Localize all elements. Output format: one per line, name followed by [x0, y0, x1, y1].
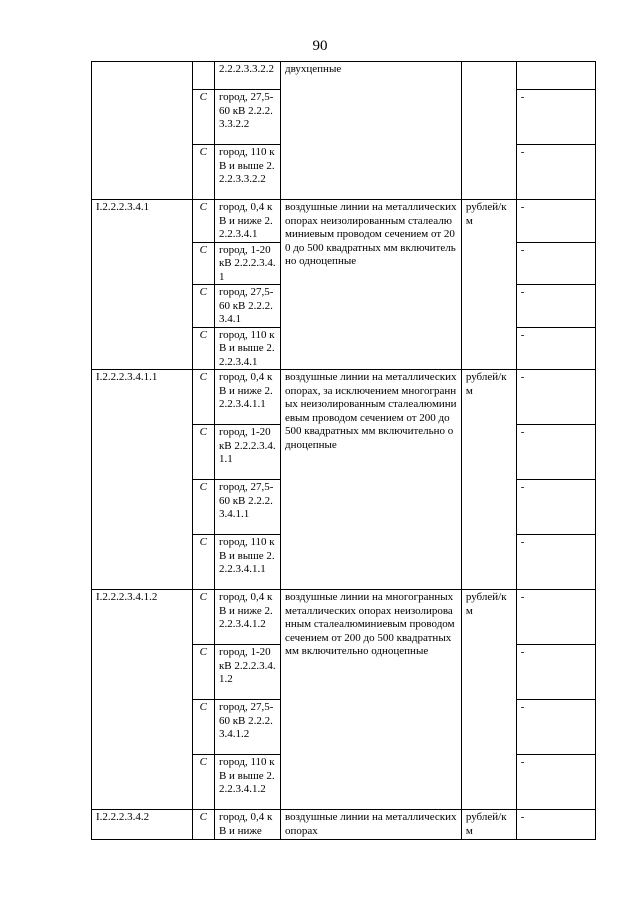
letter-cell: C: [192, 590, 214, 645]
value-cell: -: [516, 327, 595, 370]
voltage-level-cell: город, 0,4 кВ и ниже 2.2.2.3.4.1: [214, 200, 280, 243]
letter-cell: C: [192, 645, 214, 700]
tariff-table: [91, 61, 596, 840]
letter-cell: C: [192, 535, 214, 590]
table-row: [92, 810, 596, 840]
unit-cell: рублей/км: [461, 370, 516, 590]
description-cell: воздушные линии на металлических опорах, за исключением многогранных неизолированным сталеалюминиевым проводом сечением от 200 до 500 квадратных мм включительно одноцепные: [280, 370, 461, 590]
letter-cell: C: [192, 200, 214, 243]
unit-cell: рублей/км: [461, 200, 516, 370]
voltage-level-cell: город, 27,5-60 кВ 2.2.2.3.4.1.2: [214, 700, 280, 755]
letter-cell: C: [192, 700, 214, 755]
voltage-level-cell: город, 110 кВ и выше 2.2.2.3.4.1: [214, 327, 280, 370]
letter-cell: C: [192, 285, 214, 328]
value-cell: -: [516, 810, 595, 840]
voltage-level-cell: город, 0,4 кВ и ниже 2.2.2.3.4.1.2: [214, 590, 280, 645]
value-cell: [516, 62, 595, 90]
letter-cell: C: [192, 242, 214, 285]
code-cell: I.2.2.2.3.4.1.2: [92, 590, 193, 810]
voltage-level-cell: 2.2.2.3.3.2.2: [214, 62, 280, 90]
letter-cell: [192, 62, 214, 90]
description-cell: воздушные линии на металлических опорах неизолированным сталеалюминиевым проводом сечением от 200 до 500 квадратных мм включительно одноцепные: [280, 200, 461, 370]
voltage-level-cell: город, 27,5-60 кВ 2.2.2.3.4.1: [214, 285, 280, 328]
table-row: [92, 62, 596, 90]
letter-cell: C: [192, 90, 214, 145]
unit-cell: рублей/км: [461, 590, 516, 810]
value-cell: -: [516, 145, 595, 200]
value-cell: -: [516, 90, 595, 145]
voltage-level-cell: город, 1-20 кВ 2.2.2.3.4.1.1: [214, 425, 280, 480]
code-cell: I.2.2.2.3.4.1.1: [92, 370, 193, 590]
letter-cell: C: [192, 145, 214, 200]
value-cell: -: [516, 590, 595, 645]
page-number: 90: [312, 38, 328, 54]
value-cell: -: [516, 480, 595, 535]
voltage-level-cell: город, 1-20 кВ 2.2.2.3.4.1: [214, 242, 280, 285]
voltage-level-cell: город, 1-20 кВ 2.2.2.3.4.1.2: [214, 645, 280, 700]
table-row: [92, 370, 596, 425]
voltage-level-cell: город, 0,4 кВ и ниже 2.2.2.3.4.1.1: [214, 370, 280, 425]
table-row: [92, 200, 596, 243]
unit-cell: рублей/км: [461, 810, 516, 840]
value-cell: -: [516, 700, 595, 755]
letter-cell: C: [192, 425, 214, 480]
value-cell: -: [516, 755, 595, 810]
value-cell: -: [516, 200, 595, 243]
code-cell: I.2.2.2.3.4.1: [92, 200, 193, 370]
unit-cell: [461, 62, 516, 200]
code-cell: [92, 62, 193, 200]
letter-cell: C: [192, 810, 214, 840]
letter-cell: C: [192, 480, 214, 535]
value-cell: -: [516, 645, 595, 700]
code-cell: I.2.2.2.3.4.2: [92, 810, 193, 840]
voltage-level-cell: город, 110 кВ и выше 2.2.2.3.4.1.1: [214, 535, 280, 590]
value-cell: -: [516, 242, 595, 285]
description-cell: воздушные линии на многогранных металлических опорах неизолированным сталеалюминиевым проводом сечением от 200 до 500 квадратных мм включительно одноцепные: [280, 590, 461, 810]
voltage-level-cell: город, 110 кВ и выше 2.2.2.3.3.2.2: [214, 145, 280, 200]
voltage-level-cell: город, 27,5-60 кВ 2.2.2.3.3.2.2: [214, 90, 280, 145]
voltage-level-cell: город, 27,5-60 кВ 2.2.2.3.4.1.1: [214, 480, 280, 535]
value-cell: -: [516, 370, 595, 425]
value-cell: -: [516, 535, 595, 590]
value-cell: -: [516, 425, 595, 480]
value-cell: -: [516, 285, 595, 328]
letter-cell: C: [192, 327, 214, 370]
description-cell: воздушные линии на металлических опорах: [280, 810, 461, 840]
voltage-level-cell: город, 0,4 кВ и ниже: [214, 810, 280, 840]
letter-cell: C: [192, 755, 214, 810]
letter-cell: C: [192, 370, 214, 425]
table-row: [92, 590, 596, 645]
voltage-level-cell: город, 110 кВ и выше 2.2.2.3.4.1.2: [214, 755, 280, 810]
description-cell: двухцепные: [280, 62, 461, 200]
